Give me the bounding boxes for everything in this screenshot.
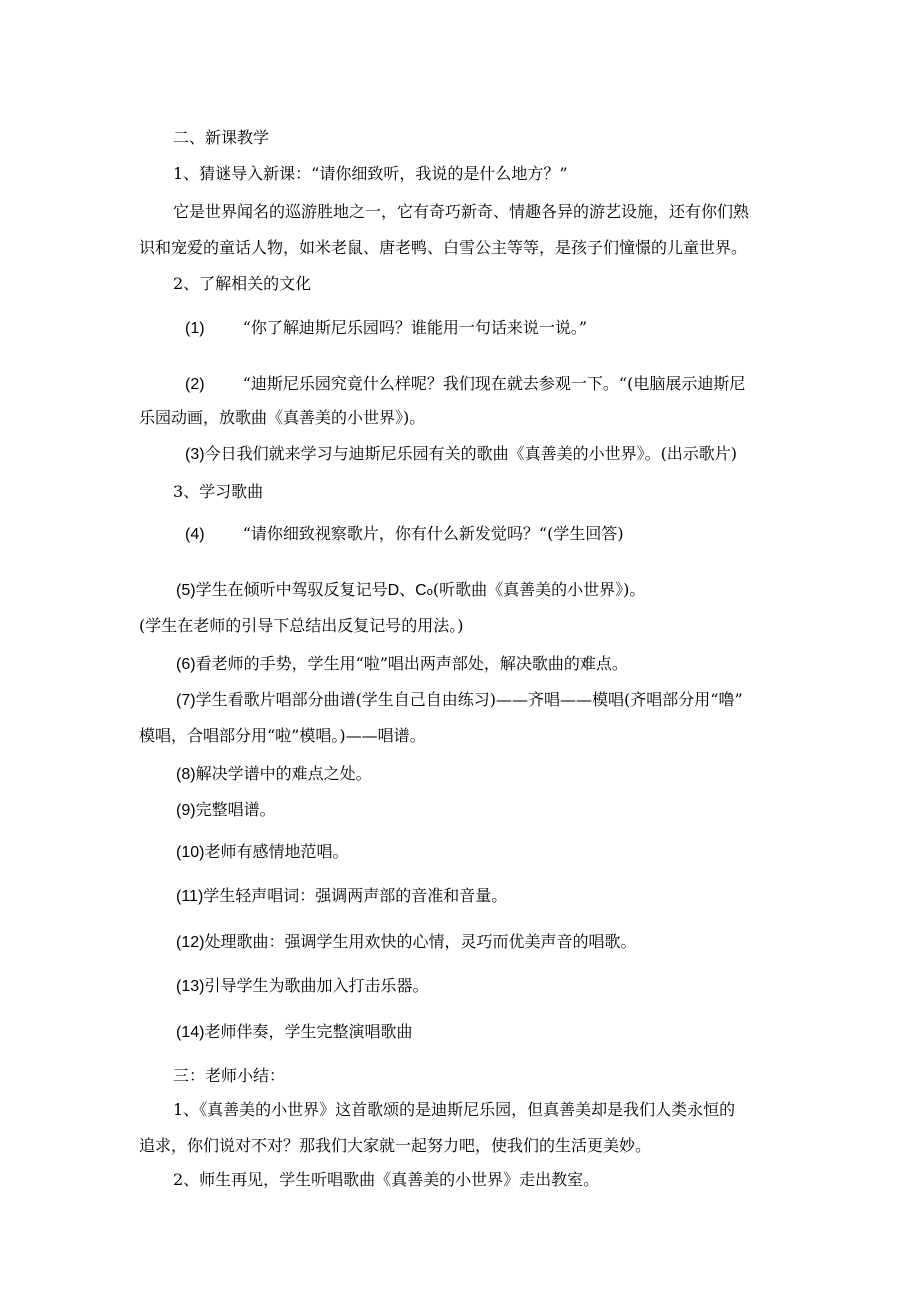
- step-5-number: (5): [176, 582, 196, 599]
- step-7-text: 学生看歌片唱部分曲谱(学生自己自由练习)——齐唱——模唱(齐唱部分用“噜”: [195, 690, 743, 709]
- step-14-number: (14): [176, 1024, 205, 1041]
- step-4: [185, 524, 624, 545]
- item-1-riddle-intro: 1、猜谜导入新课：“请你细致听，我说的是什么地方？”: [173, 164, 568, 183]
- step-12-number: (12): [176, 934, 205, 951]
- step-5-text-a: 学生在倾听中驾驭反复记号: [195, 580, 388, 599]
- step-5-text-b: (听歌曲《真善美的小世界》)。: [432, 580, 646, 599]
- question-3: [185, 444, 737, 465]
- item-3-learn-song: 3、学习歌曲: [173, 482, 264, 501]
- step-6-text: 看老师的手势，学生用“啦”唱出两声部处，解决歌曲的难点。: [195, 654, 628, 673]
- question-2: [185, 374, 745, 395]
- step-5-repeat-sign: D、C: [387, 582, 427, 599]
- step-8-text: 解决学谱中的难点之处。: [195, 764, 372, 783]
- item-2-culture: 2、了解相关的文化: [173, 274, 312, 293]
- step-4-number: (4): [185, 526, 205, 543]
- riddle-text-line-1: 它是世界闻名的巡游胜地之一，它有奇巧新奇、情趣各异的游艺设施，还有你们熟: [173, 202, 750, 221]
- step-13-number: (13): [176, 978, 205, 995]
- step-7: [176, 690, 743, 711]
- summary-2: 2、师生再见，学生听唱歌曲《真善美的小世界》走出教室。: [173, 1170, 600, 1189]
- step-13: [176, 976, 428, 997]
- summary-1-line-1: 1、《真善美的小世界》这首歌颂的是迪斯尼乐园，但真善美却是我们人类永恒的: [173, 1100, 736, 1119]
- question-2-text: “迪斯尼乐园究竟什么样呢？我们现在就去参观一下。“(电脑展示迪斯尼: [242, 374, 746, 393]
- step-13-text: 引导学生为歌曲加入打击乐器。: [204, 976, 429, 995]
- section-heading-summary: 三：老师小结：: [173, 1066, 286, 1085]
- step-14-text: 老师伴奏，学生完整演唱歌曲: [204, 1022, 413, 1041]
- question-3-number: (3): [185, 446, 205, 463]
- question-3-text: 今日我们就来学习与迪斯尼乐园有关的歌曲《真善美的小世界》。(出示歌片): [204, 444, 738, 463]
- step-11-number: (11): [176, 888, 204, 905]
- summary-1-line-2: 追求，你们说对不对？那我们大家就一起努力吧，使我们的生活更美妙。: [139, 1136, 652, 1155]
- step-10-number: (10): [176, 844, 205, 861]
- question-2-continued: 乐园动画，放歌曲《真善美的小世界》)。: [139, 408, 426, 427]
- step-11: [176, 886, 507, 907]
- step-7-number: (7): [176, 692, 196, 709]
- question-1-number: (1): [185, 320, 205, 337]
- step-4-text: “请你细致视察歌片，你有什么新发觉吗？“(学生回答): [242, 524, 624, 543]
- step-5-repeat-sign-sub: o: [426, 586, 433, 598]
- step-8: [176, 764, 372, 785]
- step-5: [176, 580, 645, 602]
- question-2-number: (2): [185, 376, 205, 393]
- step-12-text: 处理歌曲：强调学生用欢快的心情，灵巧而优美声音的唱歌。: [204, 932, 637, 951]
- step-9-text: 完整唱谱。: [195, 800, 276, 819]
- riddle-text-line-2: 识和宠爱的童话人物，如米老鼠、唐老鸭、白雪公主等等，是孩子们憧憬的儿童世界。: [139, 238, 748, 257]
- step-8-number: (8): [176, 766, 196, 783]
- step-14: [176, 1022, 412, 1043]
- question-1-text: “你了解迪斯尼乐园吗？谁能用一句话来说一说。”: [242, 318, 588, 337]
- step-5-note: (学生在老师的引导下总结出反复记号的用法。): [139, 616, 464, 635]
- step-12: [176, 932, 636, 953]
- step-11-text: 学生轻声唱词：强调两声部的音准和音量。: [203, 886, 508, 905]
- step-10-text: 老师有感情地范唱。: [204, 842, 349, 861]
- step-7-continued: 模唱，合唱部分用“啦”模唱。)——唱谱。: [139, 726, 426, 745]
- step-6: [176, 654, 628, 675]
- step-9-number: (9): [176, 802, 196, 819]
- section-heading-new-lesson: 二、新课教学: [173, 128, 270, 147]
- step-9: [176, 800, 276, 821]
- question-1: [185, 318, 587, 339]
- step-10: [176, 842, 348, 863]
- step-6-number: (6): [176, 656, 196, 673]
